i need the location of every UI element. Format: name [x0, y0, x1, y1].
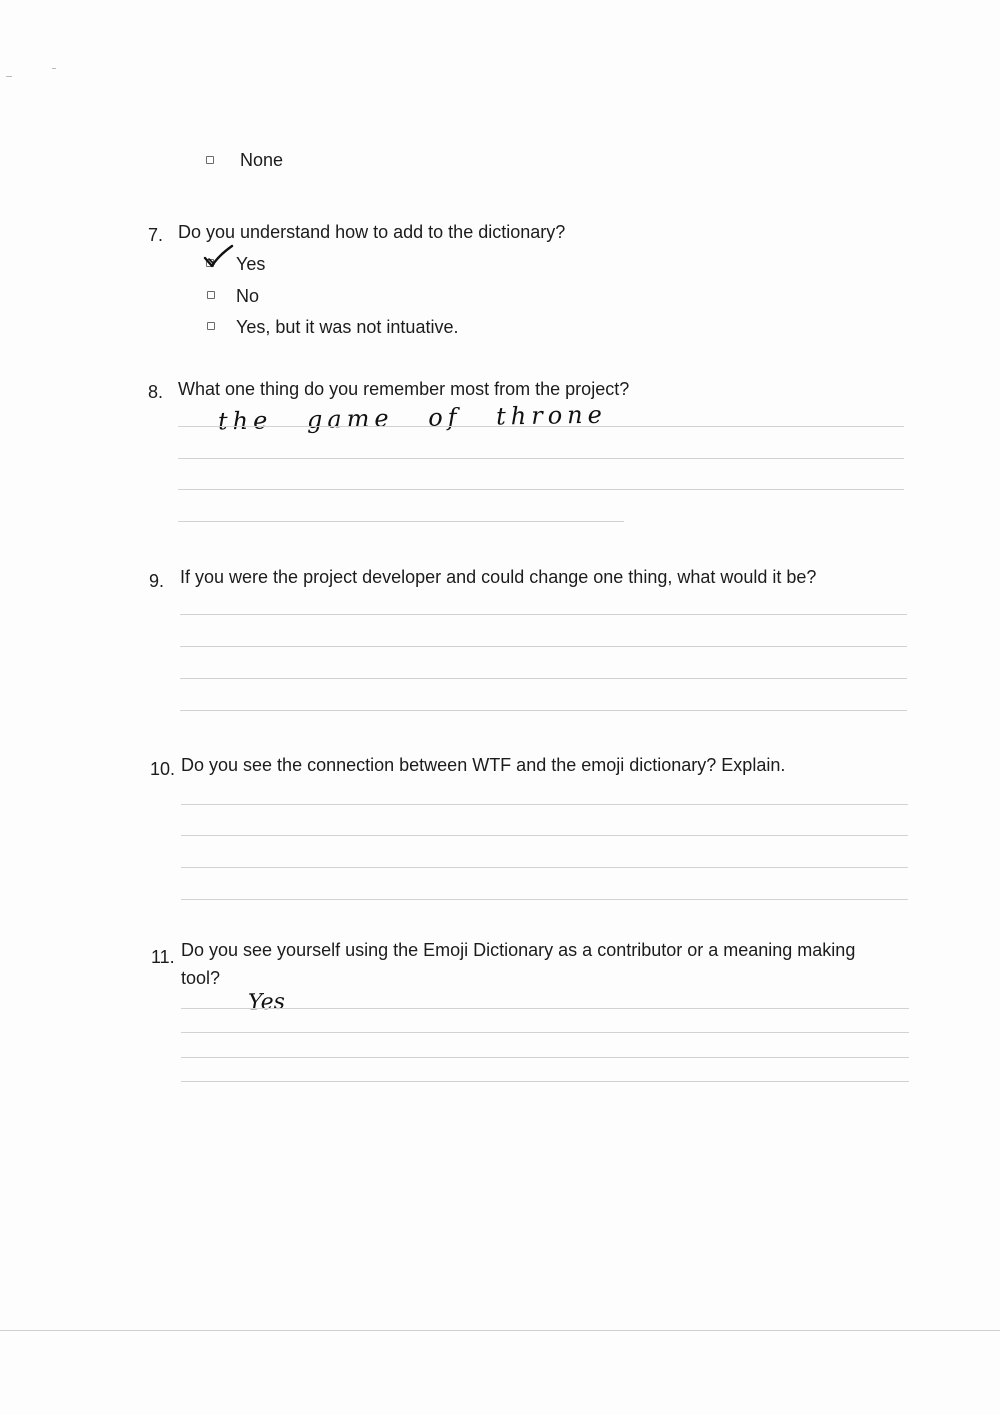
answer-line[interactable]	[181, 1032, 909, 1033]
answer-line[interactable]	[178, 458, 904, 459]
answer-line[interactable]	[180, 646, 907, 647]
answer-line[interactable]	[181, 1081, 909, 1082]
answer-line[interactable]	[181, 835, 908, 836]
answer-line[interactable]	[180, 614, 907, 615]
question-11-text: Do you see yourself using the Emoji Dictionary as a contributor or a meaning making tool?	[181, 940, 856, 988]
checkbox-icon[interactable]	[207, 291, 215, 299]
question-7-text: Do you understand how to add to the dictionary?	[178, 222, 566, 242]
question-8-number: 8.	[148, 382, 164, 402]
question-10-number: 10.	[150, 759, 176, 779]
checkbox-icon[interactable]	[206, 156, 214, 164]
answer-line[interactable]	[180, 710, 907, 711]
scan-edge-line	[0, 1330, 1000, 1331]
handwritten-answer-11: Yes	[247, 989, 286, 1016]
question-7-number: 7.	[148, 225, 164, 245]
option-none: None	[240, 150, 284, 170]
answer-line[interactable]	[181, 899, 908, 900]
answer-line[interactable]	[180, 678, 907, 679]
handwritten-answer-8: the game of throne	[217, 400, 608, 436]
checkbox-icon[interactable]	[207, 322, 215, 330]
question-11-number: 11.	[151, 947, 175, 967]
question-8-text: What one thing do you remember most from the project?	[178, 379, 630, 399]
answer-line[interactable]	[178, 521, 624, 522]
option-no: No	[236, 286, 260, 306]
answer-line[interactable]	[181, 804, 908, 805]
scan-speck	[52, 68, 56, 69]
answer-line[interactable]	[181, 1057, 909, 1058]
answer-line[interactable]	[181, 1008, 909, 1009]
scan-speck	[6, 76, 12, 77]
answer-line[interactable]	[178, 489, 904, 490]
answer-line[interactable]	[181, 867, 908, 868]
question-9-text: If you were the project developer and could change one thing, what would it be?	[180, 567, 817, 587]
question-9-number: 9.	[149, 571, 165, 591]
option-yes: Yes	[236, 254, 266, 274]
answer-line[interactable]	[178, 426, 904, 427]
option-yes-not-intuitive: Yes, but it was not intuative.	[236, 317, 459, 337]
question-10-text: Do you see the connection between WTF and the emoji dictionary? Explain.	[181, 755, 786, 775]
checkmark-icon	[202, 244, 236, 270]
